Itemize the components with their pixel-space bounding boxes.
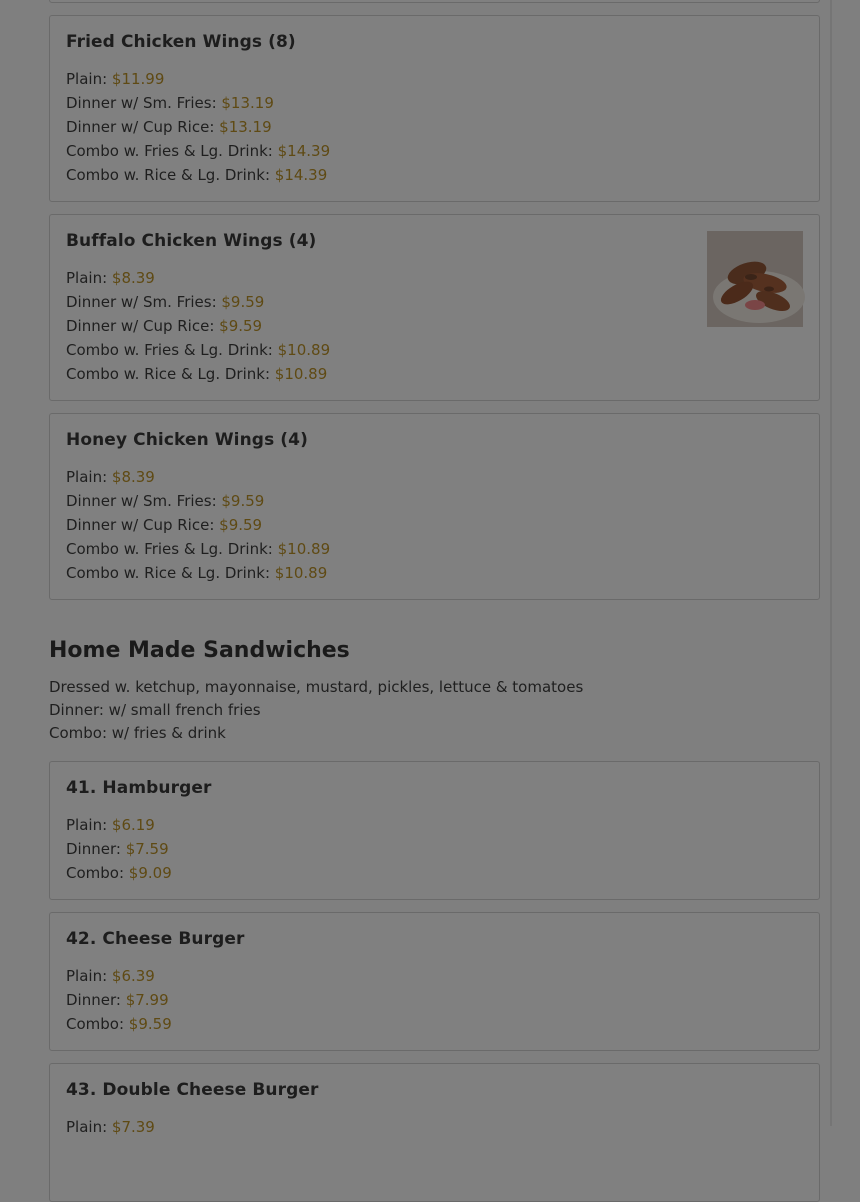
section-note: Dinner: w/ small french fries [49,701,261,719]
price-value: $10.89 [277,540,331,558]
price-label: Plain: [66,70,112,88]
price-label: Dinner: [66,991,126,1009]
price-value: $6.39 [111,967,155,985]
price-label: Dinner w/ Sm. Fries: [66,293,222,311]
price-list [66,1115,155,1139]
price-label: Combo w. Fries & Lg. Drink: [66,142,278,160]
price-row [66,139,330,163]
price-row [66,537,330,561]
menu-item-title: Buffalo Chicken Wings (4) [66,231,317,251]
price-label: Combo w. Fries & Lg. Drink: [66,540,278,558]
price-row [66,964,172,988]
price-label: Combo w. Rice & Lg. Drink: [66,166,275,184]
section-title: Home Made Sandwiches [49,638,350,663]
price-row [66,513,330,537]
price-value: $9.59 [219,317,263,335]
price-label: Dinner w/ Sm. Fries: [66,492,222,510]
price-row [66,489,330,513]
price-label: Combo w. Rice & Lg. Drink: [66,564,275,582]
price-value: $7.59 [125,840,169,858]
price-label: Plain: [66,967,112,985]
menu-item-title: 41. Hamburger [66,778,212,798]
menu-item-card-cheese-burger[interactable] [49,912,820,1051]
price-row [66,266,330,290]
price-list [66,813,172,885]
price-label: Combo: [66,864,129,882]
price-label: Combo w. Rice & Lg. Drink: [66,365,275,383]
food-photo-icon [707,231,803,327]
price-value: $8.39 [111,468,155,486]
price-label: Dinner: [66,840,126,858]
price-label: Combo: [66,1015,129,1033]
price-row [66,561,330,585]
price-row [66,91,330,115]
price-row [66,314,330,338]
price-row [66,813,172,837]
price-value: $9.59 [219,516,263,534]
menu-item-card-partial[interactable] [49,0,820,3]
buffalo-wings-photo[interactable] [707,231,803,327]
price-value: $9.59 [221,492,265,510]
price-list [66,964,172,1036]
menu-item-card-double-cheese-burger[interactable] [49,1063,820,1202]
price-row [66,362,330,386]
price-row [66,67,330,91]
price-row [66,837,172,861]
price-list [66,67,330,187]
price-label: Dinner w/ Sm. Fries: [66,94,222,112]
price-row [66,338,330,362]
price-label: Dinner w/ Cup Rice: [66,118,220,136]
price-row [66,163,330,187]
price-value: $14.39 [274,166,328,184]
menu-item-card-hamburger[interactable] [49,761,820,900]
menu-item-card-honey-wings[interactable] [49,413,820,600]
price-list [66,465,330,585]
page-scroll-edge [830,0,832,1126]
price-label: Plain: [66,468,112,486]
price-value: $9.59 [221,293,265,311]
price-value: $6.19 [111,816,155,834]
menu-item-title: Honey Chicken Wings (4) [66,430,308,450]
price-value: $14.39 [277,142,331,160]
price-label: Dinner w/ Cup Rice: [66,516,220,534]
price-value: $11.99 [111,70,165,88]
price-label: Dinner w/ Cup Rice: [66,317,220,335]
price-label: Plain: [66,816,112,834]
price-value: $9.09 [128,864,172,882]
price-row [66,1115,155,1139]
price-value: $13.19 [219,118,272,136]
price-value: $10.89 [274,564,328,582]
price-label: Combo w. Fries & Lg. Drink: [66,341,278,359]
price-value: $10.89 [274,365,328,383]
price-label: Plain: [66,1118,112,1136]
price-value: $13.19 [221,94,274,112]
section-note: Dressed w. ketchup, mayonnaise, mustard, pickles, lettuce & tomatoes [49,678,584,696]
section-note: Combo: w/ fries & drink [49,724,226,742]
menu-item-card-buffalo-wings[interactable] [49,214,820,401]
price-row [66,988,172,1012]
price-value: $8.39 [111,269,155,287]
price-value: $7.99 [125,991,169,1009]
section-notes [49,676,583,745]
price-row [66,115,330,139]
price-row [66,1012,172,1036]
menu-item-title: Fried Chicken Wings (8) [66,32,296,52]
price-value: $7.39 [111,1118,155,1136]
price-value: $9.59 [128,1015,172,1033]
price-row [66,861,172,885]
price-value: $10.89 [277,341,331,359]
price-row [66,290,330,314]
price-label: Plain: [66,269,112,287]
price-list [66,266,330,386]
price-row [66,465,330,489]
menu-item-title: 42. Cheese Burger [66,929,245,949]
menu-item-title: 43. Double Cheese Burger [66,1080,319,1100]
menu-item-card-fried-wings[interactable] [49,15,820,202]
